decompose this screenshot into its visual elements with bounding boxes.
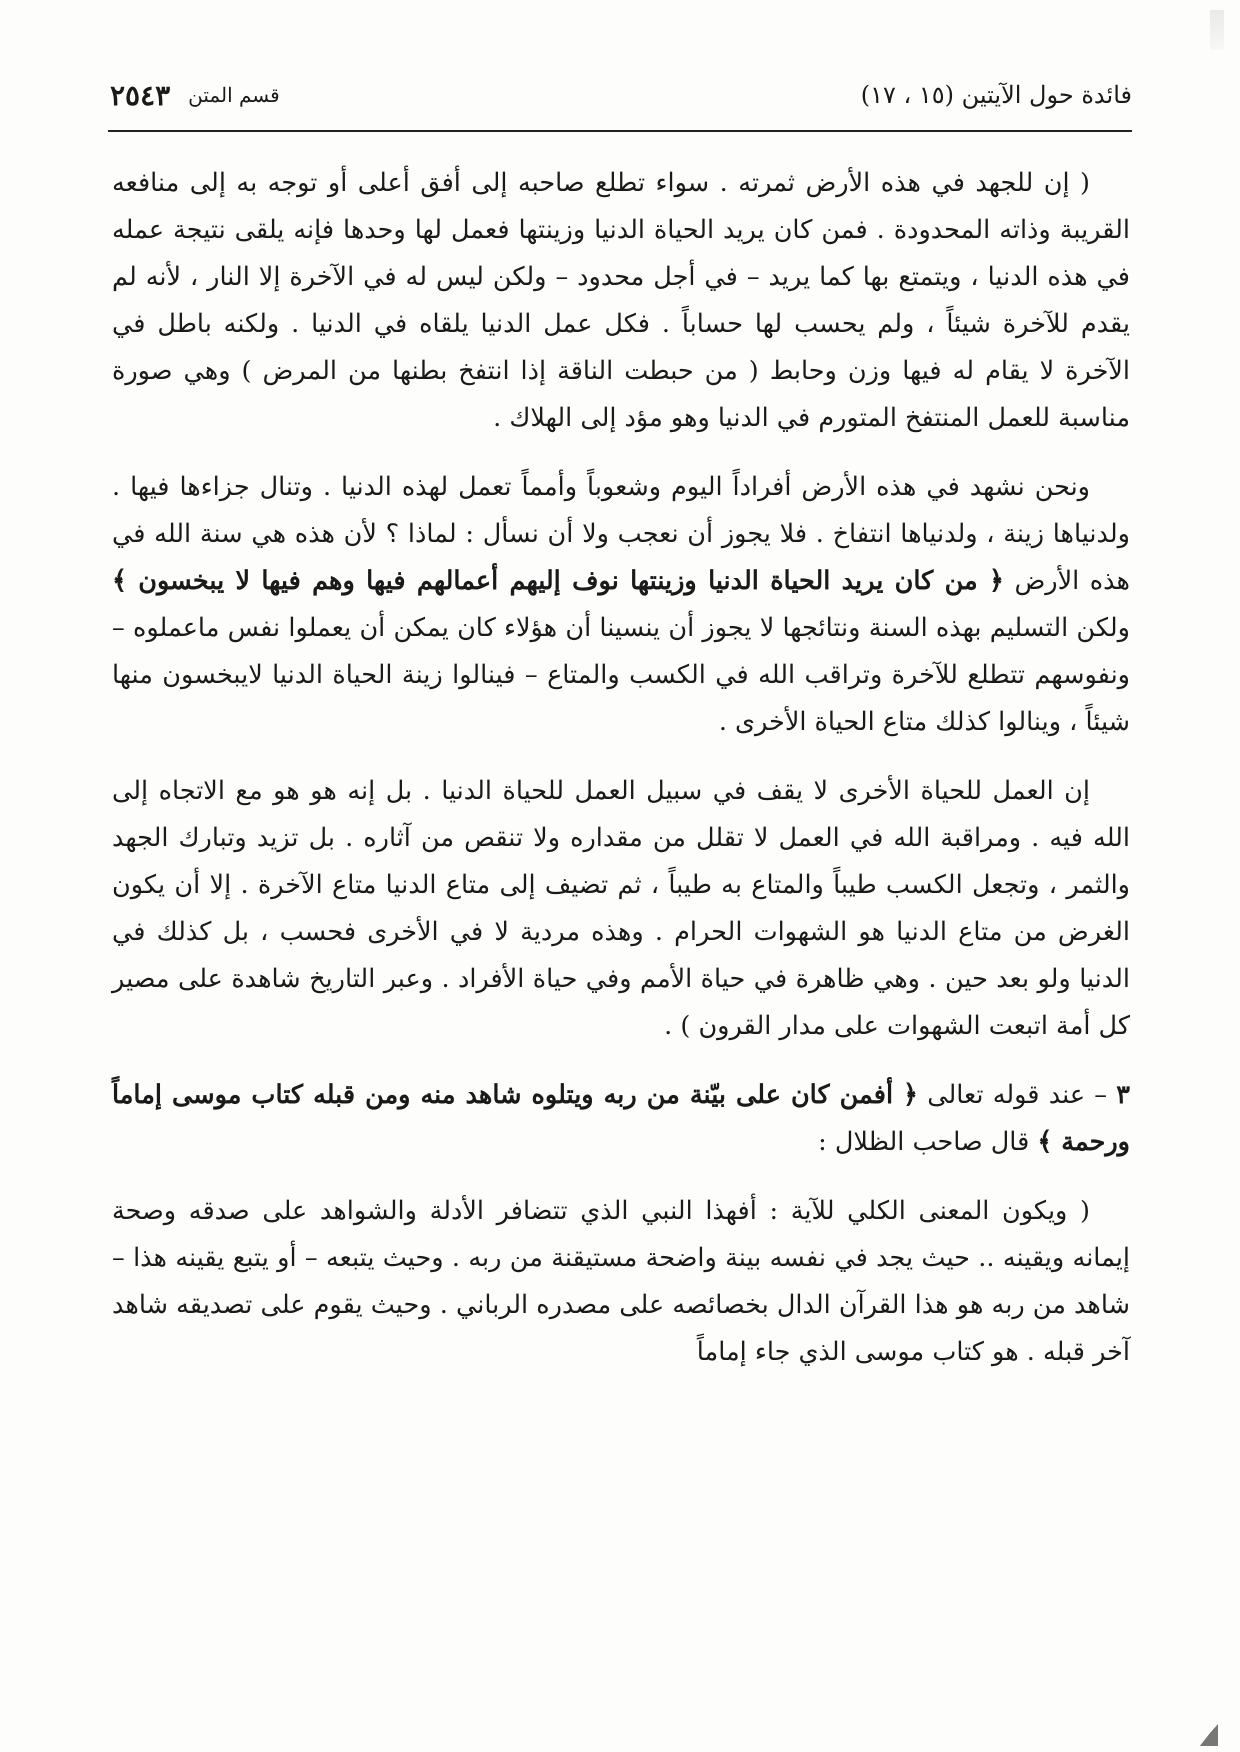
paragraph-text-before-quote: ونحن نشهد في هذه الأرض أفراداً اليوم وشعوباً وأمماً تعمل لهذه الدنيا . وتنال جزاءها فيها . ولدنياها زينة ، ولدنياها انتفاخ . فلا يجوز أن نعجب ولا أن نسأل : لماذا ؟ لأن هذه هي سنة الله في هذه الأرض xyxy=(112,472,1130,596)
page-header xyxy=(110,72,1132,118)
item-text-after-quote: قال صاحب الظلال : xyxy=(818,1127,1038,1157)
numbered-item-3 xyxy=(112,1072,1130,1166)
header-left-group xyxy=(110,79,280,112)
scan-corner-smudge xyxy=(1192,1724,1218,1746)
quran-quote: ﴿ من كان يريد الحياة الدنيا وزينتها نوف إليهم أعمالهم فيها وهم فيها لا يبخسون ﴾ xyxy=(112,566,1004,596)
paragraph-1 xyxy=(112,160,1130,442)
paragraph-text: ( إن للجهد في هذه الأرض ثمرته . سواء تطلع صاحبه إلى أفق أعلى أو توجه به إلى منافعه القريبة وذاته المحدودة . فمن كان يريد الحياة الدنيا وزينتها فعمل لها وحدها فإنه يلقى نتيجة عمله في هذه الدنيا ، ويتمتع بها كما يريد – في أجل محدود – ولكن ليس له في الآخرة إلا النار ، لأنه لم يقدم للآخرة شيئاً ، ولم يحسب لها حساباً . فكل عمل الدنيا يلقاه في الدنيا . ولكنه باطل في الآخرة لا يقام له فيها وزن وحابط ( من حبطت الناقة إذا انتفخ بطنها من المرض ) وهي صورة مناسبة للعمل المنتفخ المتورم في الدنيا وهو مؤد إلى الهلاك . xyxy=(112,168,1130,433)
running-title: فائدة حول الآيتين (١٥ ، ١٧) xyxy=(860,81,1132,109)
paragraph-text: إن العمل للحياة الأخرى لا يقف في سبيل العمل للحياة الدنيا . بل إنه هو هو مع الاتجاه إلى الله فيه . ومراقبة الله في العمل لا تقلل من مقداره ولا تنقص من آثاره . بل تزيد وتبارك الجهد والثمر ، وتجعل الكسب طيباً والمتاع به طيباً ، ثم تضيف إلى متاع الدنيا متاع الآخرة . إلا أن يكون الغرض من متاع الدنيا هو الشهوات الحرام . وهذه مردية لا في الأخرى فحسب ، بل كذلك في الدنيا ولو بعد حين . وهي ظاهرة في حياة الأمم وفي حياة الأفراد . وعبر التاريخ شاهدة على مصير كل أمة اتبعت الشهوات على مدار القرون ) . xyxy=(112,776,1130,1041)
scan-corner-mark xyxy=(1210,10,1224,50)
paragraph-text: ( ويكون المعنى الكلي للآية : أفهذا النبي الذي تتضافر الأدلة والشواهد على صدقه وصحة إيمانه ويقينه .. حيث يجد في نفسه بينة واضحة مستيقنة من ربه . وحيث يتبعه – أو يتبع يقينه هذا – شاهد من ربه هو هذا القرآن الدال بخصائصه على مصدره الرباني . وحيث يقوم على تصديقه شاهد آخر قبله . هو كتاب موسى الذي جاء إماماً xyxy=(112,1196,1130,1367)
paragraph-3 xyxy=(112,768,1130,1050)
paragraph-2 xyxy=(112,464,1130,746)
page-body xyxy=(112,160,1130,1398)
item-text-before-quote: – عند قوله تعالى xyxy=(918,1080,1117,1110)
section-label: قسم المتن xyxy=(188,83,280,107)
page-number: ٢٥٤٣ xyxy=(110,78,171,112)
item-number: ٣ xyxy=(1116,1080,1130,1110)
quran-quote: ﴿ أفمن كان على بيّنة من ربه ويتلوه شاهد منه ومن قبله كتاب موسى إماماً ورحمة ﴾ xyxy=(112,1080,1130,1157)
paragraph-text-after-quote: ولكن التسليم بهذه السنة ونتائجها لا يجوز أن ينسينا أن هؤلاء كان يمكن أن يعملوا نفس ماعملوه – ونفوسهم تتطلع للآخرة وتراقب الله في الكسب والمتاع – فينالوا زينة الحياة الدنيا لايبخسون منها شيئاً ، وينالوا كذلك متاع الحياة الأخرى . xyxy=(112,613,1130,737)
paragraph-5 xyxy=(112,1188,1130,1376)
header-divider xyxy=(108,130,1132,132)
